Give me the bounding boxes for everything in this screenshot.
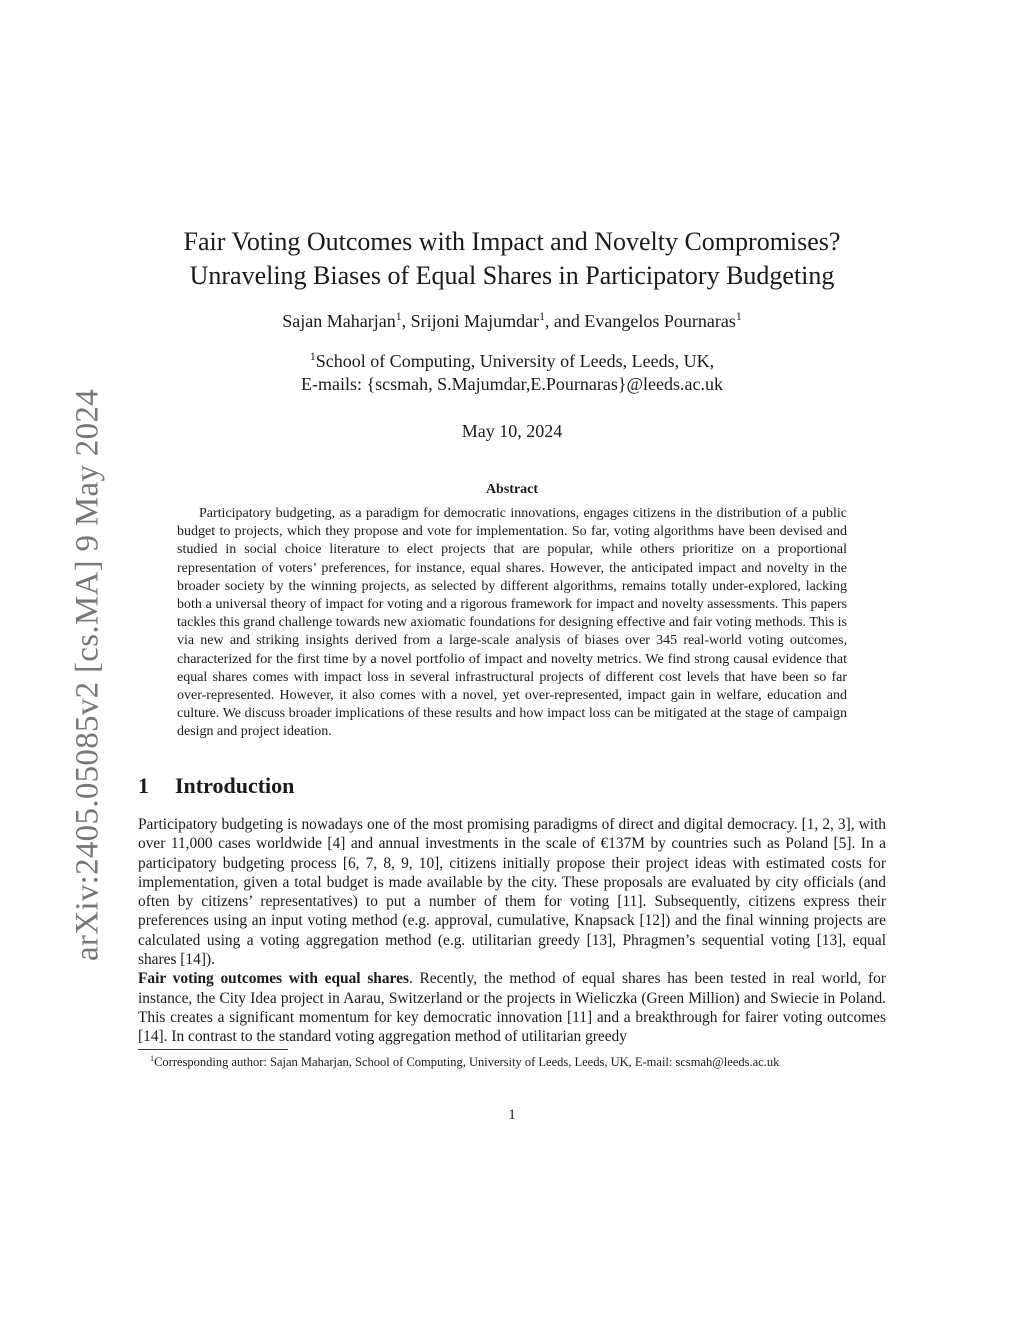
author-affiliation-mark: 1 xyxy=(539,310,545,323)
paragraph-run-in-heading: Fair voting outcomes with equal shares xyxy=(138,970,409,988)
author-name: Evangelos Pournaras xyxy=(584,311,736,331)
author-separator: , and xyxy=(544,311,585,331)
footnote-divider xyxy=(138,1049,288,1050)
affiliation-institution: School of Computing, University of Leeds, Leeds, UK, xyxy=(315,351,715,371)
title-line-2: Unraveling Biases of Equal Shares in Participatory Budgeting xyxy=(189,261,835,290)
section-number: 1 xyxy=(138,773,149,798)
publication-date: May 10, 2024 xyxy=(461,421,563,441)
arxiv-identifier: arXiv:2405.05085v2 [cs.MA] 9 May 2024 xyxy=(69,388,106,962)
section-heading xyxy=(138,773,294,799)
author-separator: , xyxy=(401,311,411,331)
author-name: Sajan Maharjan xyxy=(282,311,396,331)
author-name: Srijoni Majumdar xyxy=(410,311,540,331)
abstract-heading: Abstract xyxy=(485,482,539,497)
paragraph xyxy=(138,969,886,1046)
affiliation-emails: E-mails: {scsmah, S.Majumdar,E.Pournaras}@leeds.ac.uk xyxy=(300,374,724,394)
section-title: Introduction xyxy=(175,773,295,798)
affiliation-mark: 1 xyxy=(309,350,316,363)
author-list xyxy=(120,311,904,332)
title-line-1: Fair Voting Outcomes with Impact and Novelty Compromises? xyxy=(183,227,841,256)
affiliation-block xyxy=(120,350,904,396)
footnote xyxy=(150,1054,890,1070)
footnote-text: Corresponding author: Sajan Maharjan, School of Computing, University of Leeds, Leeds, UK, E-mail: scsmah@leeds.ac.uk xyxy=(154,1055,780,1069)
author-affiliation-mark: 1 xyxy=(395,310,402,323)
author-affiliation-mark: 1 xyxy=(735,310,742,323)
paper-title xyxy=(120,225,904,293)
paragraph: Participatory budgeting is nowadays one of the most promising paradigms of direct and digital democracy. [1, 2, 3], with over 11,000 cases worldwide [4] and annual investments in the scale of €137M by countries such as Poland [5]. In a participatory budgeting process [6, 7, 8, 9, 10], citizens initially propose their project ideas with estimated costs for implementation, given a total budget is made available by the city. These proposals are evaluated by city officials (and often by citizens’ representatives) to put a number of them for voting [11]. Subsequently, citizens express their preferences using an input voting method (e.g. approval, cumulative, Knapsack [12]) and the final winning projects are calculated using a voting aggregation method (e.g. utilitarian greedy [13], Phragmen’s sequential voting [13], equal shares [14]). xyxy=(138,816,886,969)
paragraph-text: . Recently, the method of equal shares has been tested in real world, for instance, the City Idea project in Aarau, Switzerland or the projects in Wieliczka (Green Million) and Swiecie in Poland. This creates a significant momentum for key democratic innovation [11] and a breakthrough for fairer voting outcomes [14]. In contrast to the standard voting aggregation method of utilitarian greedy xyxy=(138,970,886,1046)
abstract-text: Participatory budgeting, as a paradigm for democratic innovations, engages citizens in the distribution of a public budget to projects, which they propose and vote for implementation. So far, voting algorithms have been devised and studied in social choice literature to elect projects that are popular, while others prioritize on a proportional representation of voters’ preferences, for instance, equal shares. However, the anticipated impact and novelty in the broader society by the winning projects, as selected by different algorithms, remains totally under-explored, lacking both a universal theory of impact for voting and a rigorous framework for impact and novelty assessments. This papers tackles this grand challenge towards new axiomatic foundations for designing effective and fair voting methods. This is via new and striking insights derived from a large-scale analysis of biases over 345 real-world voting outcomes, characterized for the first time by a novel portfolio of impact and novelty metrics. We find strong causal evidence that equal shares comes with impact loss in several infrastructural projects of different cost levels that have been so far over-represented. However, it also comes with a novel, yet over-represented, impact gain in welfare, education and culture. We discuss broader implications of these results and how impact loss can be mitigated at the stage of campaign design and project ideation. xyxy=(177,506,847,740)
page-number: 1 xyxy=(508,1107,516,1123)
introduction-body xyxy=(138,815,886,1047)
footnote-mark: 1 xyxy=(150,1053,155,1063)
